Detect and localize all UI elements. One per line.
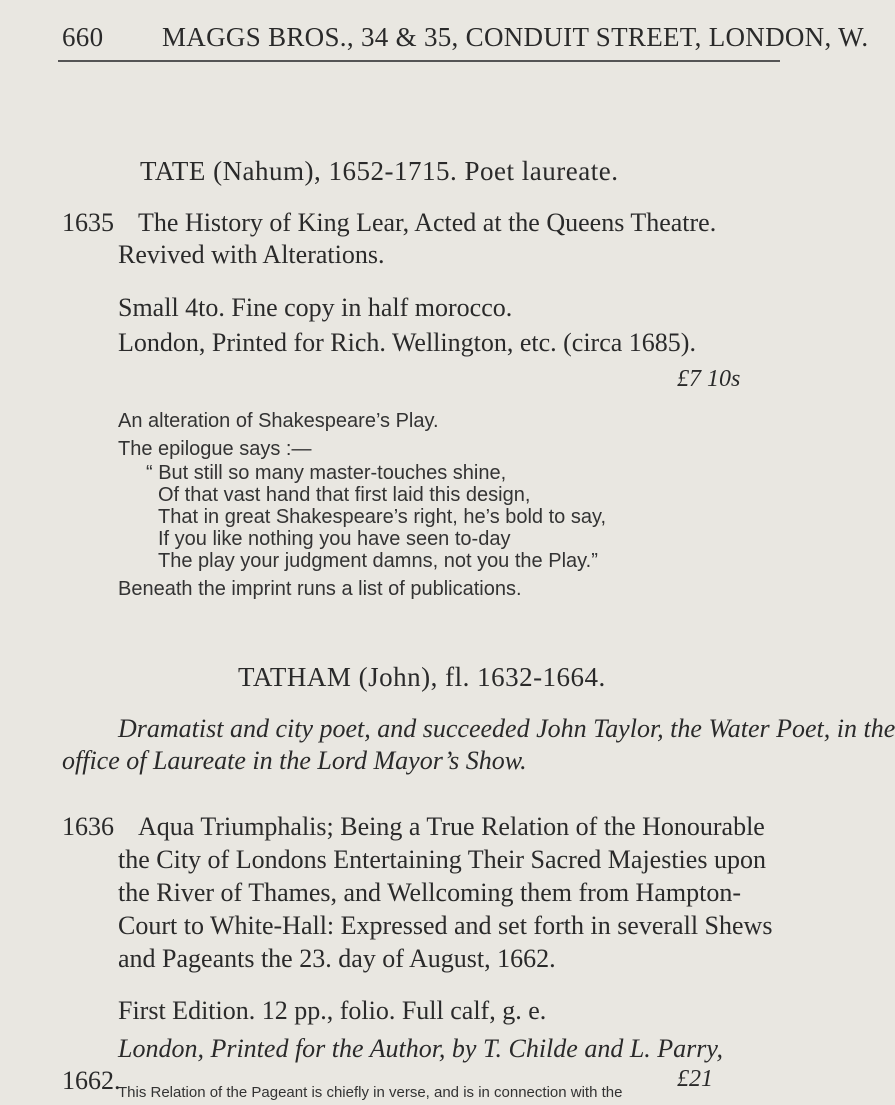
entry-price: £21 [677,1066,713,1092]
entry-note: Beneath the imprint runs a list of publications. [118,578,522,600]
entry-title-line: the River of Thames, and Wellcoming them from Hampton- [118,878,741,907]
entry-title-line: the City of Londons Entertaining Their Sacred Majesties upon [118,845,766,874]
entry-title-line: Aqua Triumphalis; Being a True Relation of the Honourable [138,812,765,841]
entry-format: First Edition. 12 pp., folio. Full calf, g. e. [118,996,547,1025]
running-header [62,22,868,53]
entry-title-line: The History of King Lear, Acted at the Queens Theatre. [138,208,717,237]
lot-number: 1636 [62,812,114,841]
entry-title-line: and Pageants the 23. day of August, 1662. [118,944,556,973]
lot-number: 1635 [62,208,114,237]
entry-title-line: Court to White-Hall: Expressed and set forth in severall Shews [118,911,773,940]
author-description-line: Dramatist and city poet, and succeeded John Taylor, the Water Poet, in the [118,714,895,743]
entry-author-heading: TATE (Nahum), 1652-1715. Poet laureate. [140,156,619,186]
entry-format: Small 4to. Fine copy in half morocco. [118,293,513,322]
page-number: 660 [62,22,104,52]
entry-imprint: London, Printed for Rich. Wellington, etc. (circa 1685). [118,328,696,357]
entry-note-verse: “ But still so many master-touches shine, [146,462,507,484]
entry-title-line: Revived with Alterations. [118,240,385,269]
entry-imprint-year: 1662. [62,1066,121,1095]
author-description-line: office of Laureate in the Lord Mayor’s Show. [62,746,527,775]
running-title: MAGGS BROS., 34 & 35, CONDUIT STREET, LONDON, W. [162,22,869,52]
entry-note-verse: Of that vast hand that first laid this design, [158,484,531,506]
entry-note: This Relation of the Pageant is chiefly in verse, and is in connection with the [118,1084,623,1101]
entry-author-heading: TATHAM (John), fl. 1632-1664. [238,662,606,692]
entry-note-verse: That in great Shakespeare’s right, he’s bold to say, [158,506,607,528]
entry-price: £7 10s [677,366,741,392]
entry-note: The epilogue says :— [118,438,312,460]
entry-note-verse: The play your judgment damns, not you the Play.” [158,550,598,572]
entry-imprint: London, Printed for the Author, by T. Childe and L. Parry, [118,1034,724,1063]
entry-note: An alteration of Shakespeare’s Play. [118,410,439,432]
header-rule [58,60,780,62]
entry-note-verse: If you like nothing you have seen to-day [158,528,511,550]
